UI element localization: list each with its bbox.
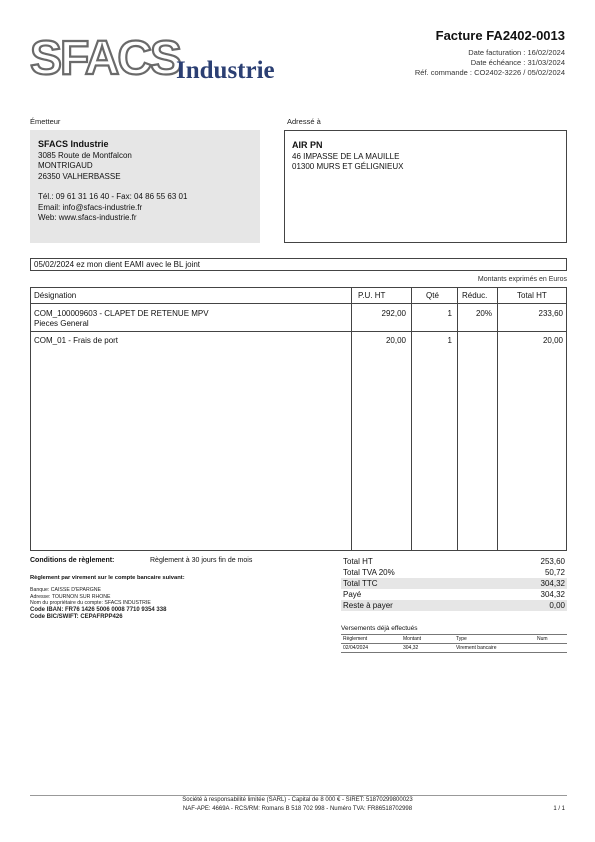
row-unit-price: 20,00 [385, 336, 406, 345]
bank-details [30, 587, 166, 622]
payments-header [341, 634, 567, 644]
footer-line2: NAF-APE: 4669A - RCS/RM: Romans B 518 702 998 - Numéro TVA: FR86518702998 [182, 806, 413, 812]
row-discount: 20% [475, 309, 492, 318]
emitter-name: SFACS Industrie [38, 139, 109, 149]
header-montant: Montant [403, 636, 422, 642]
payments-row [341, 644, 567, 653]
header-num: Num [537, 636, 548, 642]
invoice-due-date: Date échéance : 31/03/2024 [470, 58, 565, 67]
total-label: Payé [343, 590, 362, 599]
currency-note: Montants exprimés en Euros [477, 276, 567, 283]
row-designation: COM_01 - Frais de port [34, 336, 119, 345]
payment-type: Virement bancaire [456, 645, 497, 651]
total-label: Total HT [343, 557, 373, 566]
column-divider [351, 288, 352, 550]
emitter-address-line2: MONTRIGAUD [38, 161, 93, 170]
row-quantity: 1 [447, 336, 452, 345]
header-total: Total HT [517, 291, 547, 300]
account-owner: Nom du propriétaire du compte: SFACS INDUSTRIE [30, 600, 151, 607]
page-number: 1 / 1 [553, 806, 565, 812]
header-discount: Réduc. [462, 291, 488, 300]
bank-address: Adresse: TOURNON SUR RHONE [30, 593, 111, 600]
total-ttc-row [341, 578, 567, 589]
total-label: Total TTC [343, 579, 378, 588]
row-total: 20,00 [542, 336, 563, 345]
row-quantity: 1 [447, 309, 452, 318]
company-logo [30, 30, 290, 86]
recipient-name: AIR PN [292, 140, 323, 150]
total-vat-row [341, 567, 567, 578]
invoice-meta [415, 48, 565, 78]
header-type: Type [456, 636, 467, 642]
table-header [31, 288, 566, 304]
recipient-address-line1: 46 IMPASSE DE LA MAUILLE [292, 151, 400, 161]
emitter-address-line1: 3085 Route de Montfalcon [38, 150, 132, 160]
total-value: 0,00 [549, 601, 565, 610]
row-designation: COM_100009603 - CLAPET DE RETENUE MPV [34, 309, 209, 318]
emitter-email: Email: info@sfacs-industrie.fr [38, 202, 143, 212]
payment-conditions-value: Règlement à 30 jours fin de mois [150, 557, 253, 564]
bic-swift: Code BIC/SWIFT: CEPAFRPP426 [30, 614, 123, 621]
emitter-box [30, 130, 260, 243]
column-divider [497, 288, 498, 550]
header-designation: Désignation [34, 291, 77, 300]
invoice-date: Date facturation : 16/02/2024 [468, 48, 565, 57]
invoice-note: 05/02/2024 ez mon dient EAMI avec le BL joint [30, 258, 567, 271]
order-reference: Réf. commande : CO2402-3226 / 05/02/2024 [414, 68, 565, 77]
logo-main-text: SFACS [30, 32, 181, 85]
header-quantity: Qté [426, 291, 439, 300]
invoice-title: Facture FA2402-0013 [435, 28, 565, 43]
emitter-phone: Tél.: 09 61 31 16 40 - Fax: 04 86 55 63 01 [38, 192, 188, 201]
header-reglement: Règlement [343, 636, 368, 642]
payments-made-title: Versements déjà effectués [341, 625, 418, 632]
footer-line1: Société à responsabilité limitée (SARL) - Capital de 8 000 € - SIRET: 51870299800023 [182, 797, 413, 803]
total-value: 304,32 [540, 579, 565, 588]
emitter-label: Émetteur [30, 117, 61, 126]
column-divider [411, 288, 412, 550]
payments-made-table [341, 634, 567, 653]
total-value: 50,72 [544, 568, 565, 577]
recipient-label: Adressé à [287, 117, 321, 126]
items-table [30, 287, 567, 551]
footer [0, 796, 595, 814]
total-value: 253,60 [540, 557, 565, 566]
bank-name: Banque: CAISSE D'EPARGNE [30, 587, 101, 593]
emitter-address-line3: 26350 VALHERBASSE [38, 171, 121, 181]
total-value: 304,32 [540, 590, 565, 599]
row-separator [31, 331, 566, 332]
logo-sub-text: Industrie [176, 57, 275, 84]
payment-amount: 304,32 [403, 645, 419, 651]
row-subtitle: Pieces General [34, 319, 89, 328]
remaining-row [341, 600, 567, 611]
column-divider [457, 288, 458, 550]
row-unit-price: 292,00 [381, 309, 406, 318]
total-label: Reste à payer [343, 601, 393, 610]
total-ht-row [341, 556, 567, 567]
emitter-web: Web: www.sfacs-industrie.fr [38, 213, 137, 222]
payment-conditions-label: Conditions de règlement: [30, 557, 115, 564]
transfer-title: Règlement par virement sur le compte bancaire suivant: [30, 575, 185, 581]
recipient-address-line2: 01300 MURS ET GÉLIGNIEUX [292, 162, 404, 171]
paid-row [341, 589, 567, 600]
recipient-box [284, 130, 567, 243]
payment-date: 02/04/2024 [343, 645, 369, 651]
totals-box [341, 556, 567, 611]
iban: Code IBAN: FR76 1426 5006 0008 7710 9354 338 [30, 606, 167, 613]
total-label: Total TVA 20% [343, 568, 395, 577]
header-unit-price: P.U. HT [358, 291, 386, 300]
row-total: 233,60 [538, 309, 563, 318]
